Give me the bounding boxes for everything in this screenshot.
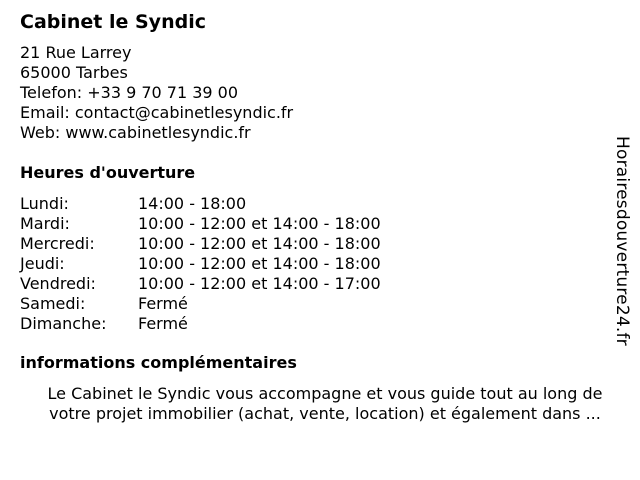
hours-row-friday bbox=[20, 274, 381, 294]
hours-row-saturday bbox=[20, 294, 381, 314]
email-line: Email: contact@cabinetlesyndic.fr bbox=[20, 103, 294, 122]
day-label: Dimanche: bbox=[20, 314, 107, 333]
time-value: 10:00 - 12:00 et 14:00 - 17:00 bbox=[138, 274, 381, 293]
day-label: Vendredi: bbox=[20, 274, 96, 293]
web-line: Web: www.cabinetlesyndic.fr bbox=[20, 123, 251, 142]
time-value: Fermé bbox=[138, 314, 188, 333]
phone-line: Telefon: +33 9 70 71 39 00 bbox=[20, 83, 239, 102]
time-value: Fermé bbox=[138, 294, 188, 313]
info-line-1: Le Cabinet le Syndic vous accompagne et vous guide tout au long de bbox=[47, 384, 603, 403]
day-label: Mercredi: bbox=[20, 234, 95, 253]
day-label: Lundi: bbox=[20, 194, 69, 213]
hours-row-tuesday bbox=[20, 214, 381, 234]
day-label: Jeudi: bbox=[20, 254, 65, 273]
opening-hours-heading: Heures d'ouverture bbox=[20, 163, 196, 182]
time-value: 10:00 - 12:00 et 14:00 - 18:00 bbox=[138, 234, 381, 253]
info-line-2: votre projet immobilier (achat, vente, location) et également dans ... bbox=[49, 404, 601, 423]
hours-row-sunday bbox=[20, 314, 381, 334]
time-value: 14:00 - 18:00 bbox=[138, 194, 247, 213]
opening-hours-table bbox=[20, 194, 381, 334]
additional-info-text bbox=[20, 384, 630, 424]
contact-details bbox=[20, 43, 293, 143]
additional-info-heading: informations complémentaires bbox=[20, 353, 297, 372]
day-label: Mardi: bbox=[20, 214, 70, 233]
business-name: Cabinet le Syndic bbox=[20, 11, 206, 33]
time-value: 10:00 - 12:00 et 14:00 - 18:00 bbox=[138, 254, 381, 273]
site-watermark: Horairesdouverture24.fr bbox=[612, 136, 632, 346]
hours-row-monday bbox=[20, 194, 381, 214]
hours-row-wednesday bbox=[20, 234, 381, 254]
hours-row-thursday bbox=[20, 254, 381, 274]
day-label: Samedi: bbox=[20, 294, 86, 313]
time-value: 10:00 - 12:00 et 14:00 - 18:00 bbox=[138, 214, 381, 233]
address-line-2: 65000 Tarbes bbox=[20, 63, 128, 82]
address-line-1: 21 Rue Larrey bbox=[20, 43, 132, 62]
